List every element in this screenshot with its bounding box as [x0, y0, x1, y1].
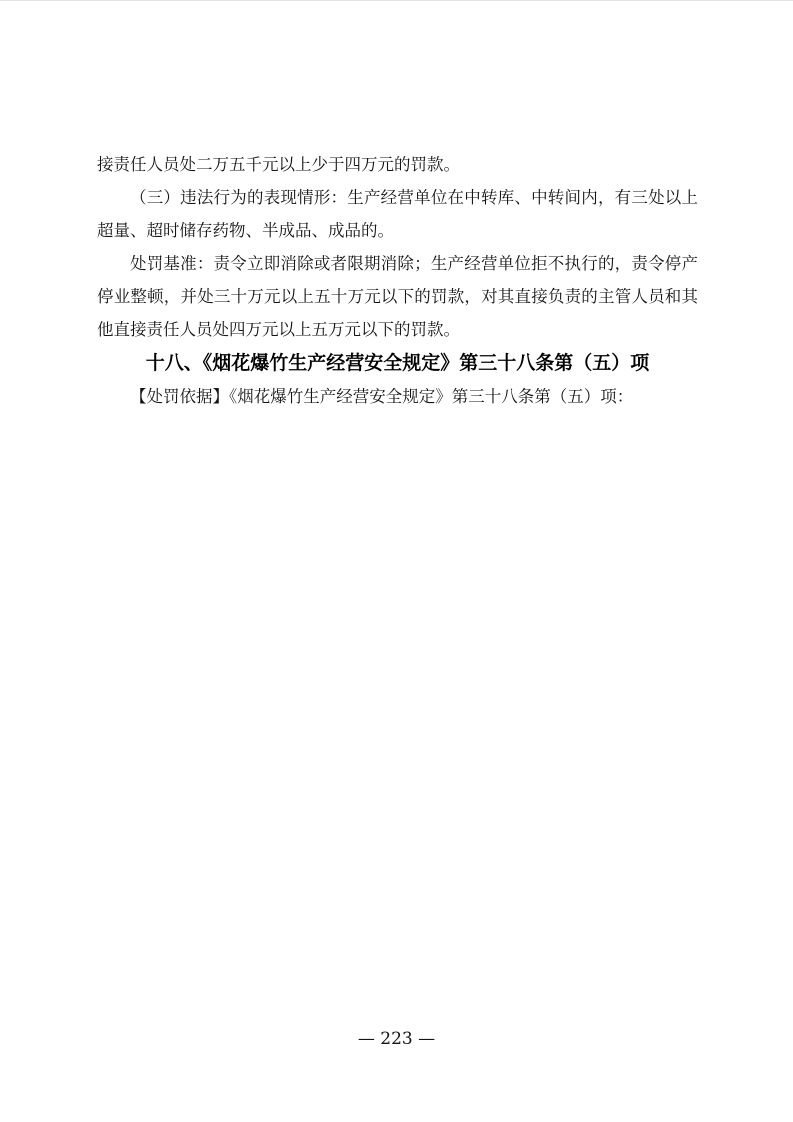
- text-block: [97, 148, 698, 413]
- penalty-basis-paragraph: 【处罚依据】《烟花爆竹生产经营安全规定》第三十八条第（五）项：: [130, 387, 634, 406]
- section-heading: 十八、《烟花爆竹生产经营安全规定》第三十八条第（五）项: [145, 352, 650, 374]
- violation-form-paragraph: （三）违法行为的表现情形：生产经营单位在中转库、中转间内，有三处以上超量、超时储存药物、半成品、成品的。: [97, 188, 698, 240]
- penalty-standard-paragraph: 处罚基准：责令立即消除或者限期消除；生产经营单位拒不执行的，责令停产停业整顿，并处三十万元以上五十万元以下的罚款，对其直接负责的主管人员和其他直接责任人员处四万元以上五万元以下的罚款。: [97, 254, 698, 339]
- page-number: — 223 —: [357, 1029, 436, 1049]
- continuation-paragraph: 接责任人员处二万五千元以上少于四万元的罚款。: [97, 155, 460, 174]
